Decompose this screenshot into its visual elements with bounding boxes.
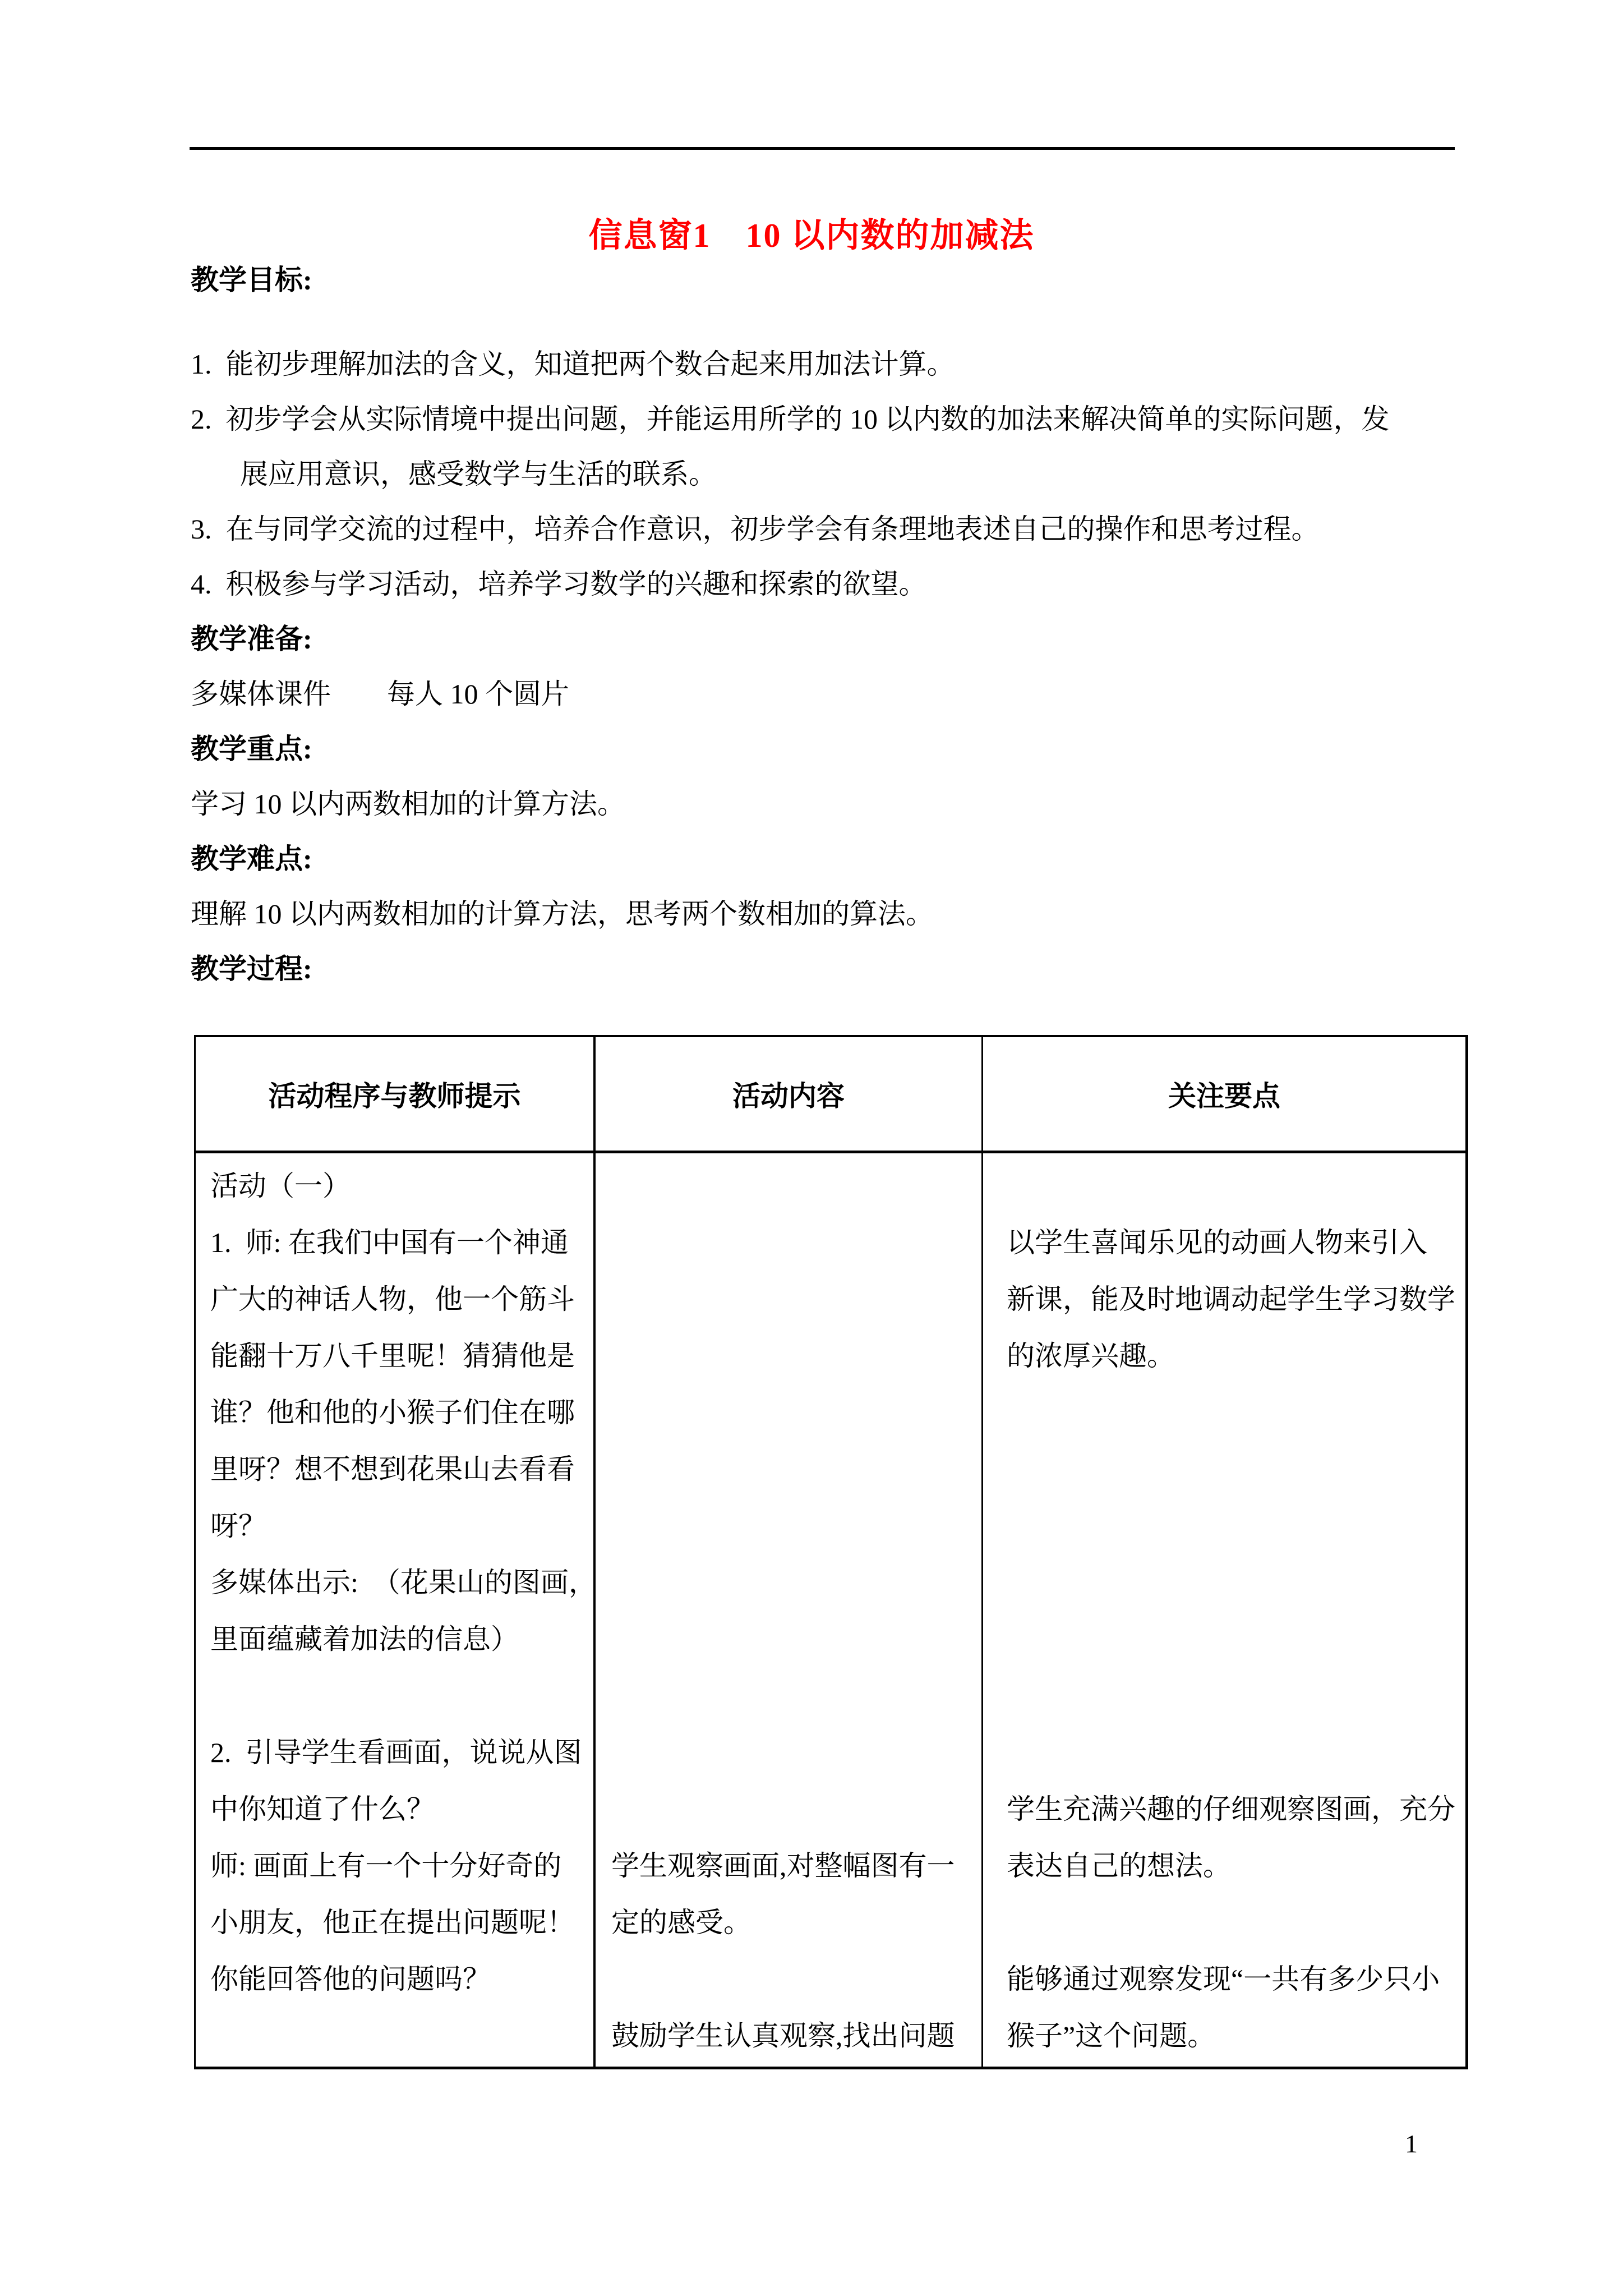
table-cell-line: 师: 画面上有一个十分好奇的: [210, 1850, 562, 1881]
table-cell-line: [1007, 1611, 1461, 1668]
section-heading: 教学准备:: [191, 623, 312, 655]
table-cell-line: 谁？他和他的小猴子们住在哪: [210, 1397, 575, 1428]
lesson-plan-table: [194, 1035, 1468, 2069]
body-text-line: 展应用意识，感受数学与生活的联系。: [240, 458, 717, 490]
table-body-cell: [596, 1153, 983, 2067]
table-cell-line: [611, 1554, 977, 1611]
table-cell-line: 定的感受。: [611, 1907, 751, 1938]
body-text-line: 学习 10 以内两数相加的计算方法。: [191, 788, 625, 820]
table-cell-line: 学生观察画面,对整幅图有一: [611, 1850, 955, 1881]
table-cell-line: [210, 1668, 589, 1724]
body-text-line: 多媒体课件 每人 10 个圆片: [191, 678, 569, 710]
section-heading: 教学过程:: [191, 953, 312, 984]
table-cell-line: [611, 1328, 977, 1384]
table-cell-line: 1. 师: 在我们中国有一个神通: [210, 1227, 569, 1258]
table-cell-line: 的浓厚兴趣。: [1007, 1340, 1175, 1372]
table-cell-line: 2. 引导学生看画面，说说从图: [210, 1737, 582, 1768]
table-body-row: [196, 1153, 1465, 2067]
table-cell-line: [611, 1498, 977, 1554]
table-cell-line: 小朋友，他正在提出问题呢！: [210, 1907, 575, 1938]
table-cell-line: 中你知道了什么？: [210, 1793, 435, 1825]
table-header-cell: 活动程序与教师提示: [196, 1037, 596, 1151]
table-cell-line: 活动（一）: [210, 1170, 351, 1202]
section-heading: 教学目标:: [191, 264, 312, 296]
table-header-cell: 关注要点: [1168, 1080, 1280, 1112]
header-rule: [190, 147, 1455, 150]
table-cell-line: 表达自己的想法。: [1007, 1850, 1231, 1881]
table-cell-line: 学生充满兴趣的仔细观察图画，充分: [1007, 1793, 1455, 1825]
table-cell-line: 呀？: [210, 1510, 266, 1542]
table-cell-line: [611, 1668, 977, 1724]
table-cell-line: [611, 1781, 977, 1838]
table-body-cell: [196, 1153, 596, 2067]
table-body-cell: [983, 1153, 1465, 2067]
table-cell-line: 鼓励学生认真观察,找出问题: [611, 2020, 955, 2051]
body-text-line: 理解 10 以内两数相加的计算方法，思考两个数相加的算法。: [191, 898, 934, 930]
table-cell-line: [1007, 1384, 1461, 1441]
page-title: 信息窗1 10 以内数的加减法: [588, 217, 1035, 254]
table-cell-line: [611, 1214, 977, 1271]
table-cell-line: [1007, 1441, 1461, 1498]
table-cell-line: [611, 1158, 977, 1214]
table-cell-line: 能翻十万八千里呢！猜猜他是: [210, 1340, 575, 1372]
table-cell-line: [611, 1441, 977, 1498]
table-cell-line: 里面蕴藏着加法的信息）: [210, 1623, 519, 1655]
table-cell-line: [1007, 1894, 1461, 1951]
table-cell-line: [1007, 1554, 1461, 1611]
page-number: 1: [1405, 2129, 1418, 2158]
table-cell-line: 能够通过观察发现“一共有多少只小: [1007, 1963, 1440, 1995]
table-cell-line: [611, 1724, 977, 1781]
table-cell-line: [1007, 1158, 1461, 1214]
table-cell-line: 猴子”这个问题。: [1007, 2020, 1216, 2051]
table-header-row: [196, 1037, 1465, 1153]
table-cell-line: [611, 1384, 977, 1441]
section-heading: 教学重点:: [191, 733, 312, 765]
table-cell-line: [1007, 1724, 1461, 1781]
table-cell-line: 里呀？想不想到花果山去看看: [210, 1453, 575, 1485]
table-cell-line: 你能回答他的问题吗？: [210, 1963, 491, 1995]
table-cell-line: [210, 2008, 589, 2064]
table-cell-line: [611, 1951, 977, 2008]
intro-section: [191, 252, 1492, 996]
table-cell-line: [1007, 1498, 1461, 1554]
body-text-line: 2. 初步学会从实际情境中提出问题，并能运用所学的 10 以内数的加法来解决简单的实际问题，发: [191, 403, 1390, 435]
table-cell-line: 多媒体出示: （花果山的图画，: [210, 1567, 597, 1598]
table-cell-line: 广大的神话人物，他一个筋斗: [210, 1283, 575, 1315]
table-cell-line: [611, 1611, 977, 1668]
body-text-line: 1. 能初步理解加法的含义，知道把两个数合起来用加法计算。: [191, 348, 955, 380]
table-cell-line: [611, 1271, 977, 1328]
table-cell-line: 新课，能及时地调动起学生学习数学: [1007, 1283, 1455, 1315]
section-heading: 教学难点:: [191, 843, 312, 875]
table-cell-line: [1007, 1668, 1461, 1724]
table-cell-line: 以学生喜闻乐见的动画人物来引入: [1007, 1227, 1427, 1258]
body-text-line: 3. 在与同学交流的过程中，培养合作意识，初步学会有条理地表述自己的操作和思考过程。: [191, 513, 1320, 545]
body-text-line: 4. 积极参与学习活动，培养学习数学的兴趣和探索的欲望。: [191, 568, 927, 600]
table-header-cell: 活动内容: [596, 1037, 983, 1151]
